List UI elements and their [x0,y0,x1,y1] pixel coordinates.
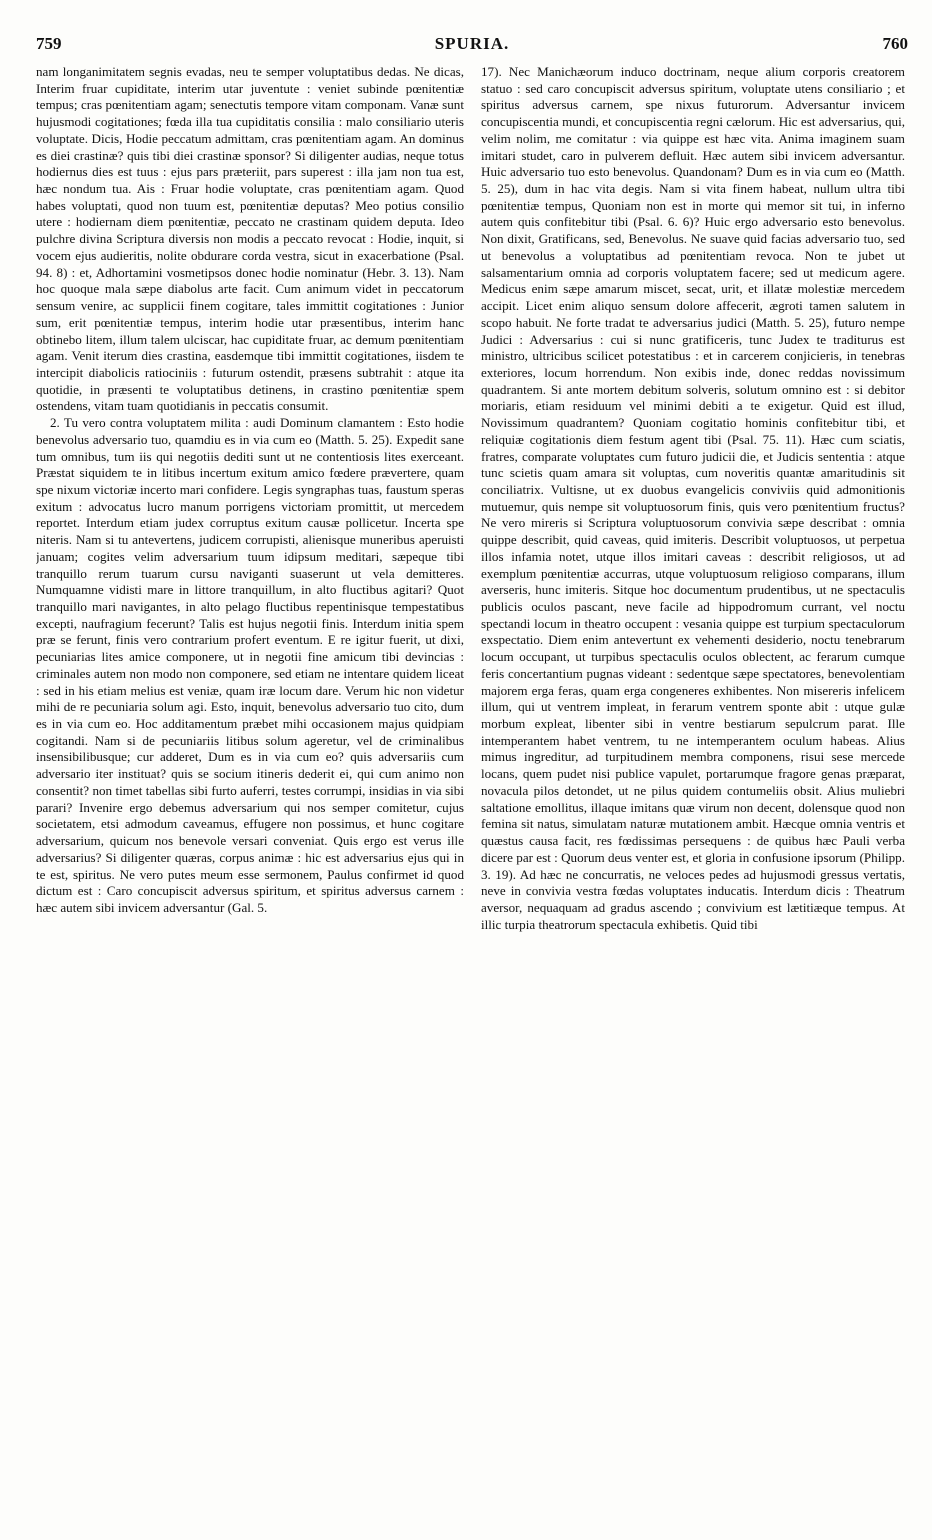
paragraph: 2. Tu vero contra voluptatem milita : audi Dominum clamantem : Esto hodie benevolus adversario tuo, quamdiu es in via cum eo (Matth. 5. 25). Expedit sane tum omnibus, tum iis qui negotiis dediti sunt ut ne contentiosis lites exerceant. Præstat siquidem te in litibus incertum exitum amico fœdere prævertere, quam spe nixum victoriæ incerto mari confidere. Legis syngraphas tuas, faustum speras exitum : advocatus lucro manum porrigens victoriam promittit, ut mercedem reportet. Interdum etiam judex corruptus exitum causæ pollicetur. Incerta spe niteris. Nam si tu antevertens, judicem corrupisti, alienisque muneribus aperuisti januam; cogites velim adversarium tuum idipsum meditari, sæpeque tibi tranquillo rerum tuarum cursu naviganti suaserunt ut vela demitteres. Numquamne vidisti mare in littore tranquillum, in alto fluctibus agitari? Quot tranquillo mari navigantes, in alto pelago fluctibus repentinisque tempestatibus excepti, naufragium fecerunt? Talis est hujus negotii finis. Interdum initia spem præ se ferunt, finis vero contrarium profert eventum. E re igitur fuerit, ut dixi, pecuniarias lites amice componere, ut in negotii fine amicum tibi devincias : criminales autem non modo non componere, sed etiam ne intentare quidem liceat : sed in his etiam melius est veniæ, quam iræ locum dare. Verum hic non videtur mihi de re pecuniaria solum agi. Esto, inquit, benevolus adversario tuo cito, dum es in via cum eo. Hoc additamentum præbet mihi occasionem majus quidpiam cogitandi. Nam si de pecuniariis litibus solum ageretur, vel de criminalibus insensibilibusque; cur adderet, Dum es in via cum eo? quis adversariis cum adversario iter instituat? quis se socium itineris dederit ei, qui cum animo non consentit? non timet tabellas sibi furto auferri, testes corrumpi, insidias in via sibi parari? Invenire ergo debemus adversarium qui nos semper comitetur, cujus societatem, etsi admodum caveamus, effugere non possimus, et hunc cogitare adversarium, quicum nos benevole versari conveniat. Quis ergo est verus ille adversarius? Si diligenter quæras, corpus animæ : hic est adversarius ejus qui in te est, spiritus. Ne vero putes meum esse sermonem, Paulus confirmet id quod dictum est : Caro concupiscit adversus spiritum, et spiritus adversus carnem : hæc autem sibi invicem adversantur (Gal. 5. [36,415,464,915]
paragraph: 17). Nec Manichæorum induco doctrinam, neque alium corporis creatorem statuo : sed caro concupiscit adversus spiritum, voluptate utens consiliario ; et spiritus adversus carnem, spe nixus futurorum. Adversantur invicem concupiscentia mundi, et concupiscentia regni cælorum. Hic est adversarius, qui, velim nolim, me comitatur : via quippe est hæc vita. Anima imaginem suam imitari studet, caro in pulverem defluit. Hæc autem sibi invicem adversantur. Huic adversario tuo esto benevolus. Quandonam? Dum es in via cum eo (Matth. 5. 25), dum in hac vita degis. Nam si vita finem habeat, nullum ultra tibi pœnitentiæ tempus, Quoniam non est in morte qui memor sit tui, in inferno autem quis confitebitur tibi (Psal. 6. 6)? Huic ergo adversario esto benevolus. Non dixit, Gratificans, sed, Benevolus. Ne suave quid facias adversario tuo, sed ut benevolus a voluptatibus ad pœnitentiam revoca. Non te jubet ut salsamentarium omnia ad corporis voluptatem facere; sed ut medicum agere. Medicus enim sæpe amarum miscet, secat, urit, et illatæ molestiæ mercedem accipit. Licet enim aliquo sensum dolore affecerit, ægroti tamen salutem in scopo habuit. Ne forte tradat te adversarius judici (Matth. 5. 25), futuro nempe Judici : Adversarius : cui si nunc gratificeris, tunc Judex te traditurus est ministro, ultricibus scilicet potestatibus : et in carcerem conjicieris, in tenebras exteriores, locum horrendum. Non exibis inde, donec reddas novissimum quadrantem. Si ante mortem debitum solveris, solutum omnino est : si debitor moriaris, etiam residuum vel minimi debiti a te exigetur. Quid est illud, Novissimum quadrantem? Quoniam cogitatio hominis confitebitur tibi, et reliquiæ cogitationis diem festum agent tibi (Psal. 75. 11). Hæc cum sciatis, fratres, comparate voluptates cum futuro judicii die, et Judicis sententia : atque tunc scietis quam amara sit voluptas, cum noveritis quantæ amaritudinis sit conciliatrix. Vultisne, ut ex duobus evangelicis conviviis quid admonitionis mutuemur, quis nempe sit voluptuosorum finis, quis vero pœnitentium fructus? Ne vero mireris si Scriptura voluptuosorum convivia sæpe describat : omnia quippe describit, quid caveas, quid imiteris. Describit voluptuosos, ut perpetua illos infamia notet, utque illos imitari caveas : describit religiosos, ut ad exemplum pœnitentiæ accurras, utque voluptuosum religioso comparans, illum averseris, hunc imiteris. Sitque hoc documentum prudentibus, ut ne spectaculis publicis oculos pascant, neve facile ad hippodromum currant, vel noctu spectandi locum in theatro occupent : vesania quippe est turpium spectaculorum exspectatio. Diem enim antevertunt ex vehementi desiderio, noctu tenebrarum locum occupant, ut turpibus spectaculis oculos oblectent, ac ferarum cumque feris concertantium pugnas videant : sedentque sæpe spectatores, benevolentiam majorem erga feras, quam erga congeneres exhibentes. Non misereris infelicem illum, qui ut ventrem impleat, in ferarum ventrem sponte abit : utque gulæ morbum expleat, libenter sibi in ventre bestiarum sepulcrum parat. Ille intemperantem habet ventrem, tu ne intemperantem oculum habeas. Alius mimus ingreditur, ad turpitudinem membra componens, risui sese mercede locans, quem pudet nisi publice vapulet, portarumque fragore genas præparat, novacula pilos detondet, ut ne pilus quidem contumeliis obsit. Alius muliebri saltatione emollitus, illaque imitans quæ virum non decent, dolensque quod non femina sit natus, simulatam naturæ mutationem ambit. Hæcque omnia ventris et quæstus causa facit, res fœdissimas persequens : de quibus hæc Pauli verba dicere par est : Quorum deus venter est, et gloria in confusione ipsorum (Philipp. 3. 19). Ad hæc ne concurratis, ne veloces pedes ad hujusmodi gressus vertatis, neve in convivia vestra fœdas voluptates inducatis. Interdum dicis : Theatrum aversor, nequaquam ad gradus ascendo ; convivium est lætitiæque tempus. At illic turpia theatrorum spectacula exhibetis. Quid tibi [481,64,905,932]
running-header [36,34,908,56]
right-column [481,64,905,1504]
page-number-left: 759 [36,34,62,53]
paragraph: nam longanimitatem segnis evadas, neu te semper voluptatibus dedas. Ne dicas, Interim fruar cupiditate, interim utar juventute : veniet subinde pœnitentiæ tempus; cras pœnitentiam agam; senectutis tempore vitam componam. Vanæ sunt hujusmodi cogitationes; fœda illa tua cupiditatis consilia : malo consiliario uteris voluptate. Dicis, Hodie peccatum admittam, cras pœnitentiam agam. An dominus es diei crastinæ? quis tibi diei crastinæ sponsor? Si diligenter audias, neque totus hodiernus dies est tuus : ejus pars præteriit, pars superest : illa jam non tua est, hæc nondum tua. Ais : Fruar hodie voluptate, cras pœnitentiam agam. Quod habes voluptati, quod non tuum est, pœnitentiæ deputas? Meo potius consilio utere : hodiernam diem pœnitentiæ, peccato ne crastinam quidem deputa. Ideo pulchre divina Scriptura diversis non modis a peccato revocat : Hodie, inquit, si vocem ejus audieritis, nolite obdurare corda vestra, sicut in exacerbatione (Psal. 94. 8) : et, Adhortamini vosmetipsos donec hodie nominatur (Hebr. 3. 13). Nam hoc quoque mala sæpe diabolus arte facit. Cum animum videt in peccatorum sensum venire, ac supplicii finem cogitare, tales immittit cogitationes : Junior sum, erit pœnitentiæ tempus, interim hodie utar præsentibus, interim hanc obtinebo litem, illum talem ulciscar, hac cupiditate fruar, ac demum pœnitentiam agam. Venit iterum dies crastina, easdemque tibi immittit cogitationes, iisdem te intercipit diabolicis ratiociniis : futurum ostendit, præsens subtrahit : atque ita quotidie, in præsenti te voluptatibus detinens, in crastino pœnitentiæ spem ostendens, vitam tuam quotidianis in peccatis consumit. [36,64,464,414]
left-column [36,64,464,1504]
running-title: SPURIA. [434,34,510,53]
page-number-right: 760 [882,34,908,53]
